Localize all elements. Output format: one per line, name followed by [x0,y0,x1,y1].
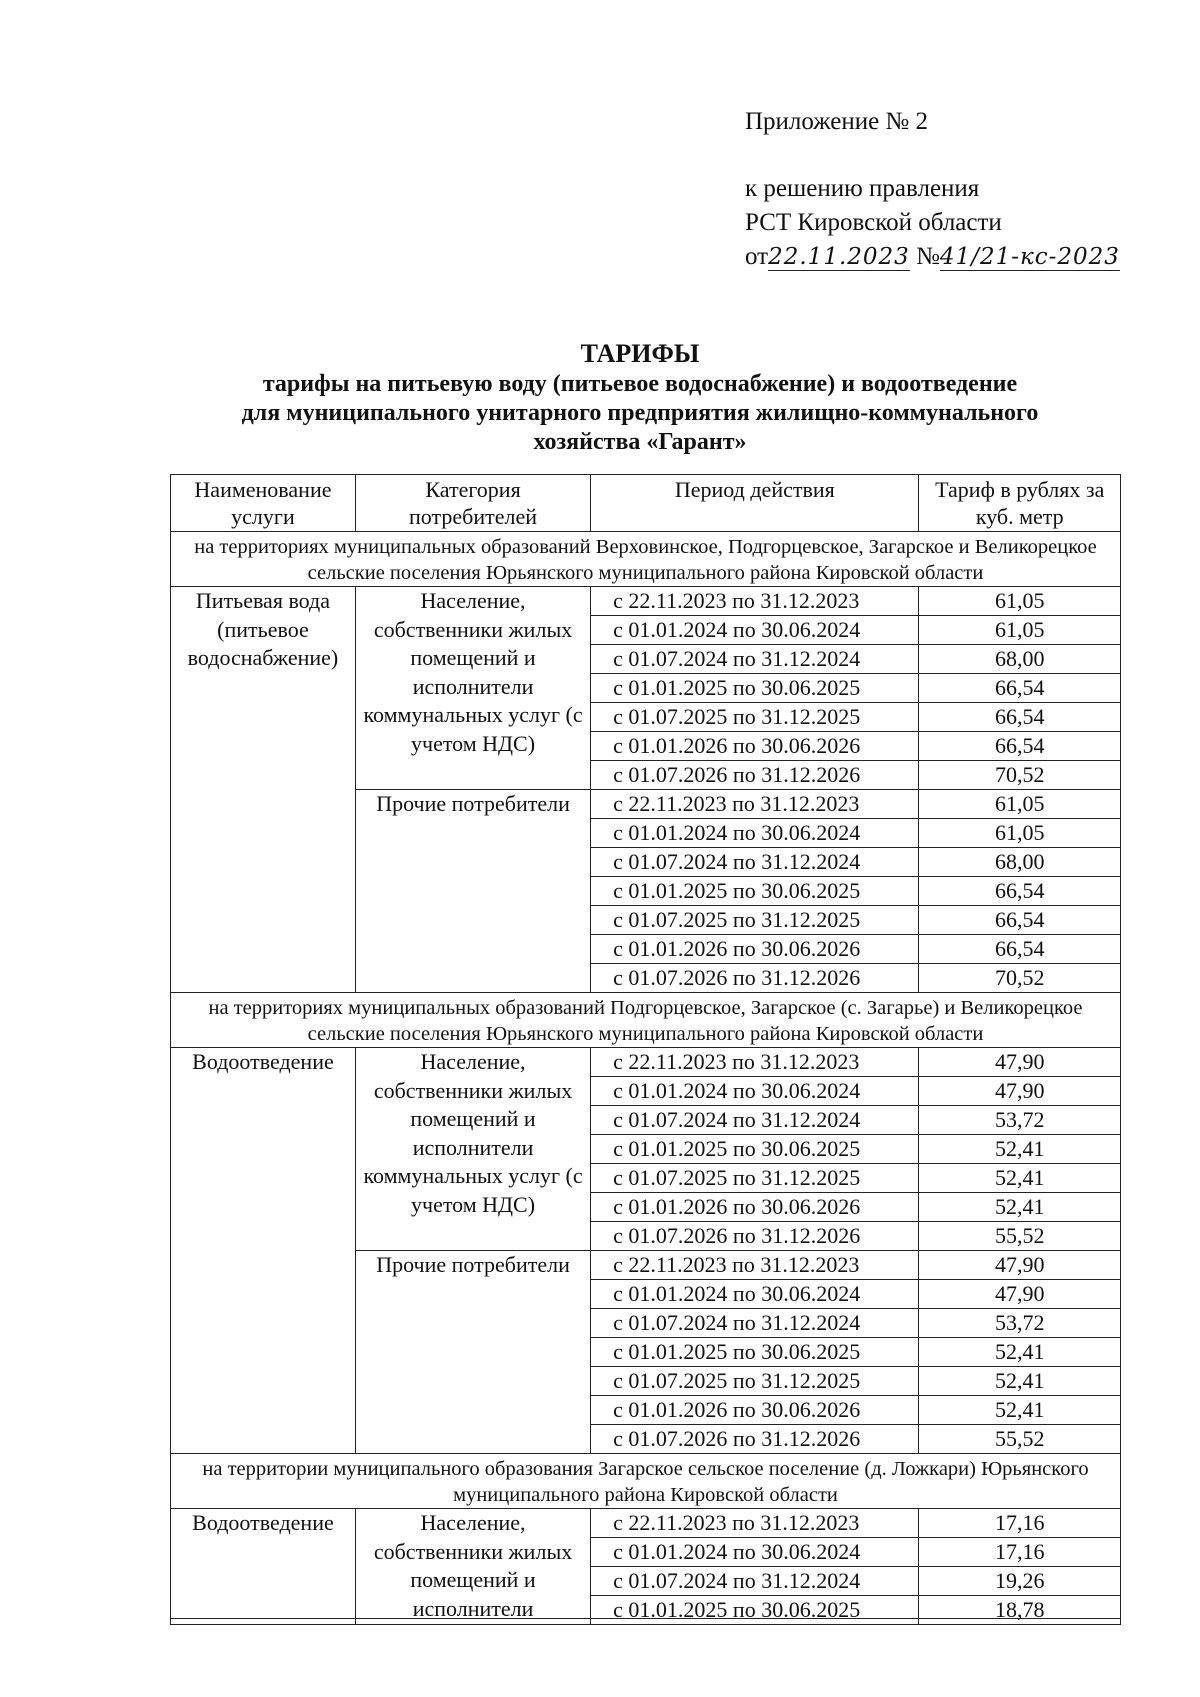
tariff-cell: 47,90 [919,1280,1121,1309]
period-cell: с 22.11.2023 по 31.12.2023 [591,587,919,616]
consumer-category: Население, собственники жилых помещений и исполнители коммунальных услуг (с учетом НДС) [355,587,590,790]
tariff-cell: 17,16 [919,1509,1121,1538]
period-cell: с 01.07.2025 по 31.12.2025 [591,1164,919,1193]
period-cell: с 01.07.2026 по 31.12.2026 [591,1425,919,1454]
tariff-cell: 52,41 [919,1396,1121,1425]
tariff-cell: 66,54 [919,877,1121,906]
consumer-category: Население, собственники жилых помещений и исполнители коммунальных услуг (с учетом НДС) [355,1048,590,1251]
tariff-cell: 55,52 [919,1425,1121,1454]
region-caption: на территории муниципального образования Загарское сельское поселение (д. Ложкари) Юрьянского муниципального района Кировской области [171,1454,1121,1509]
heading-line-2: для муниципального унитарного предприятия жилищно-коммунального [241,400,1039,426]
period-cell: с 01.01.2024 по 30.06.2024 [591,819,919,848]
period-cell: с 01.01.2026 по 30.06.2026 [591,1396,919,1425]
header-category: Категория потребителей [355,475,590,532]
region-row [171,993,1121,1048]
period-cell: с 22.11.2023 по 31.12.2023 [591,1509,919,1538]
period-cell: с 01.07.2025 по 31.12.2025 [591,1367,919,1396]
header-period: Период действия [591,475,919,532]
service-name: Водоотведение [171,1048,356,1454]
service-name: Питьевая вода (питьевое водоснабжение) [171,587,356,993]
period-cell: с 22.11.2023 по 31.12.2023 [591,1048,919,1077]
tariff-cell: 70,52 [919,761,1121,790]
service-name: Водоотведение [171,1509,356,1625]
consumer-category: Прочие потребители [355,790,590,993]
tariff-cell: 61,05 [919,790,1121,819]
period-cell: с 01.07.2026 по 31.12.2026 [591,964,919,993]
tariff-cell: 52,41 [919,1367,1121,1396]
period-cell: с 01.07.2025 по 31.12.2025 [591,906,919,935]
region-caption: на территориях муниципальных образований Подгорцевское, Загарское (с. Загарье) и Великорецкое сельские поселения Юрьянского муниципального района Кировской области [171,993,1121,1048]
document-heading [150,338,1130,457]
handwritten-number: 41/21-кс-2023 [939,244,1120,270]
period-cell: с 01.01.2025 по 30.06.2025 [591,877,919,906]
table-row [171,1048,1121,1077]
period-cell: с 01.07.2026 по 31.12.2026 [591,1222,919,1251]
period-cell: с 22.11.2023 по 31.12.2023 [591,790,919,819]
heading-line-1: тарифы на питьевую воду (питьевое водоснабжение) и водоотведение [262,371,1018,397]
tariff-table [170,474,1121,1625]
appendix-date-number [745,240,1120,270]
tariff-cell: 47,90 [919,1077,1121,1106]
period-cell: с 01.01.2024 по 30.06.2024 [591,1280,919,1309]
tariff-cell: 61,05 [919,819,1121,848]
tariff-cell: 68,00 [919,645,1121,674]
tariff-cell: 52,41 [919,1193,1121,1222]
consumer-category: Население, собственники жилых помещений и исполнители [355,1509,590,1625]
period-cell: с 01.01.2026 по 30.06.2026 [591,1193,919,1222]
handwritten-date: 22.11.2023 [768,244,910,270]
tariff-cell: 55,52 [919,1222,1121,1251]
tariff-cell: 66,54 [919,703,1121,732]
tariff-cell: 47,90 [919,1251,1121,1280]
tariff-cell: 70,52 [919,964,1121,993]
table-row [171,587,1121,616]
period-cell: с 01.07.2024 по 31.12.2024 [591,1106,919,1135]
period-cell: с 01.01.2024 по 30.06.2024 [591,1077,919,1106]
table-cut-line [170,1618,1121,1619]
heading-line-3: хозяйства «Гарант» [533,429,747,455]
table-header-row [171,475,1121,532]
table-body [171,532,1121,1625]
period-cell: с 01.07.2025 по 31.12.2025 [591,703,919,732]
tariff-cell: 66,54 [919,935,1121,964]
tariff-cell: 19,26 [919,1567,1121,1596]
period-cell: с 01.01.2025 по 30.06.2025 [591,674,919,703]
period-cell: с 01.01.2025 по 30.06.2025 [591,1135,919,1164]
period-cell: с 01.01.2026 по 30.06.2026 [591,935,919,964]
region-row [171,1454,1121,1509]
period-cell: с 01.07.2026 по 31.12.2026 [591,761,919,790]
tariff-cell: 52,41 [919,1164,1121,1193]
date-prefix: от [745,243,769,270]
period-cell: с 01.01.2024 по 30.06.2024 [591,1538,919,1567]
table-row [171,1509,1121,1538]
tariff-cell: 47,90 [919,1048,1121,1077]
period-cell: с 01.01.2025 по 30.06.2025 [591,1596,919,1625]
period-cell: с 01.01.2024 по 30.06.2024 [591,616,919,645]
header-tariff: Тариф в рублях за куб. метр [919,475,1121,532]
period-cell: с 01.01.2025 по 30.06.2025 [591,1338,919,1367]
region-row [171,532,1121,587]
appendix-line-2: РСТ Кировской области [745,209,1002,236]
tariff-cell: 53,72 [919,1309,1121,1338]
consumer-category: Прочие потребители [355,1251,590,1454]
heading-title: ТАРИФЫ [580,339,700,368]
period-cell: с 01.07.2024 по 31.12.2024 [591,848,919,877]
tariff-cell: 66,54 [919,906,1121,935]
appendix-line-1: к решению правления [745,175,980,202]
tariff-cell: 66,54 [919,732,1121,761]
tariff-cell: 18,78 [919,1596,1121,1625]
tariff-cell: 52,41 [919,1135,1121,1164]
appendix-decision-block [745,172,1120,270]
period-cell: с 01.01.2026 по 30.06.2026 [591,732,919,761]
appendix-title: Приложение № 2 [745,108,929,135]
tariff-cell: 66,54 [919,674,1121,703]
tariff-cell: 17,16 [919,1538,1121,1567]
region-caption: на территориях муниципальных образований Верховинское, Подгорцевское, Загарское и Великорецкое сельские поселения Юрьянского муниципального района Кировской области [171,532,1121,587]
period-cell: с 22.11.2023 по 31.12.2023 [591,1251,919,1280]
period-cell: с 01.07.2024 по 31.12.2024 [591,1567,919,1596]
header-service: Наименование услуги [171,475,356,532]
period-cell: с 01.07.2024 по 31.12.2024 [591,1309,919,1338]
period-cell: с 01.07.2024 по 31.12.2024 [591,645,919,674]
tariff-cell: 61,05 [919,587,1121,616]
tariff-cell: 61,05 [919,616,1121,645]
tariff-cell: 53,72 [919,1106,1121,1135]
number-prefix: № [916,243,940,270]
tariff-cell: 68,00 [919,848,1121,877]
tariff-cell: 52,41 [919,1338,1121,1367]
